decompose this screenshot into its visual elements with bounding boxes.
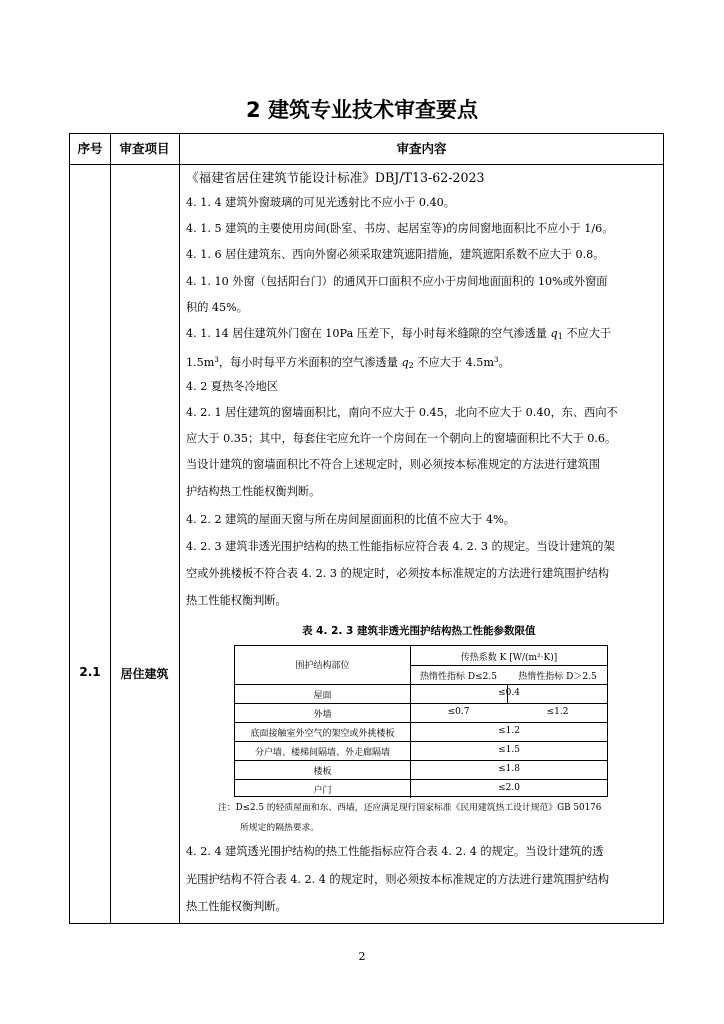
table-row-value: ≤0.7 [447, 707, 470, 717]
parameter-table [234, 645, 608, 797]
table-row-value: ≤0.4 [498, 688, 520, 698]
clause-line: 4. 1. 10 外窗（包括阳台门）的通风开口面积不应小于房间地面面积的 10%或外窗面 [186, 275, 608, 288]
table-row-value: ≤1.2 [498, 726, 520, 736]
clause-line: 热工性能权衡判断。 [186, 900, 287, 913]
row-number: 2.1 [79, 665, 101, 679]
table-divider [235, 779, 607, 780]
table-row-part: 户门 [313, 786, 332, 796]
table-header-part: 围护结构部位 [295, 661, 350, 671]
standard-title: 《福建省居住建筑节能设计标准》DBJ/T13-62-2023 [186, 170, 485, 185]
table-header-k: 传热系数 K [W/(m²·K)] [460, 653, 558, 663]
column-divider [179, 134, 180, 923]
clause-line: 4. 1. 4 建筑外窗玻璃的可见光透射比不应小于 0.40。 [186, 196, 455, 209]
table-row-value: ≤1.5 [498, 745, 520, 755]
clause-line: 当设计建筑的窗墙面积比不符合上述规定时，则必须按本标准规定的方法进行建筑围 [186, 458, 600, 471]
table-divider [235, 741, 607, 742]
header-serial: 序号 [77, 141, 103, 156]
clause-line: 应大于 0.35；其中，每套住宅应允许一个房间在一个朝向上的窗墙面积比不大于 0.6。 [186, 432, 617, 445]
table-divider [410, 665, 607, 666]
table-divider [235, 703, 607, 704]
header-item: 审查项目 [119, 141, 170, 156]
clause-line: 4. 1. 5 建筑的主要使用房间(卧室、书房、起居室等)的房间窗地面积比不应小于 1/6。 [186, 222, 614, 235]
table-note: 所规定的隔热要求。 [240, 823, 320, 833]
table-row-value: ≤1.2 [546, 707, 569, 717]
column-divider [110, 134, 111, 923]
clause-line: 4. 2. 3 建筑非透光围护结构的热工性能指标应符合表 4. 2. 3 的规定。当设计建筑的架 [186, 540, 615, 553]
page-title: 2 建筑专业技术审查要点 [246, 98, 478, 122]
table-note: 注：D≤2.5 的轻质屋面和东、西墙，还应满足现行国家标准《民用建筑热工设计规范》GB 50176 [218, 803, 602, 813]
table-row-part: 楼板 [313, 767, 332, 777]
clause-line: 光围护结构不符合表 4. 2. 4 的规定时，则必须按本标准规定的方法进行建筑围护结构 [186, 873, 610, 886]
clause-line: 4. 1. 6 居住建筑东、西向外窗必须采取建筑遮阳措施，建筑遮阳系数不应大于 0.8。 [186, 248, 605, 261]
clause-line: 4. 2. 2 建筑的屋面天窗与所在房间屋面面积的比值不应大于 4%。 [186, 513, 515, 526]
clause-line: 热工性能权衡判断。 [186, 594, 287, 607]
table-divider [235, 684, 607, 685]
table-row-part: 底面接触室外空气的架空或外挑楼板 [250, 729, 395, 739]
clause-line: $1.5m^3$，每小时每平方米面积的空气渗透量 $q_2$ 不应大于 $4.5m^3$。 [186, 356, 510, 370]
table-row-part: 分户墙、楼梯间隔墙、外走廊隔墙 [254, 748, 390, 758]
table-row-part: 屋面 [313, 691, 332, 701]
table-row-value: ≤2.0 [498, 783, 520, 793]
clause-line: 护结构热工性能权衡判断。 [186, 485, 321, 498]
table-row-value: ≤1.8 [498, 764, 520, 774]
clause-line: 空或外挑楼板不符合表 4. 2. 3 的规定时，必须按本标准规定的方法进行建筑围护结构 [186, 567, 610, 580]
clause-line: 积的 45%。 [186, 301, 248, 314]
header-content: 审查内容 [396, 141, 447, 156]
table-header-d2: 热惰性指标 D＞2.5 [518, 672, 597, 682]
header-divider [70, 164, 663, 165]
page-number: 2 [358, 950, 366, 963]
table-row-part: 外墙 [313, 710, 332, 720]
row-item: 居住建筑 [120, 667, 169, 681]
table-header-d1: 热惰性指标 D≤2.5 [420, 672, 497, 682]
table-divider [235, 760, 607, 761]
table-caption: 表 4. 2. 3 建筑非透光围护结构热工性能参数限值 [302, 625, 536, 637]
clause-line: 4. 2 夏热冬冷地区 [186, 380, 279, 393]
table-divider [235, 722, 607, 723]
clause-line: 4. 1. 14 居住建筑外门窗在 10Pa 压差下，每小时每米缝隙的空气渗透量 $q_1$ 不应大于 [186, 327, 612, 341]
clause-line: 4. 2. 1 居住建筑的窗墙面积比，南向不应大于 0.45，北向不应大于 0.40，东、西向不 [186, 406, 618, 419]
clause-line: 4. 2. 4 建筑透光围护结构的热工性能指标应符合表 4. 2. 4 的规定。当设计建筑的透 [186, 845, 604, 858]
